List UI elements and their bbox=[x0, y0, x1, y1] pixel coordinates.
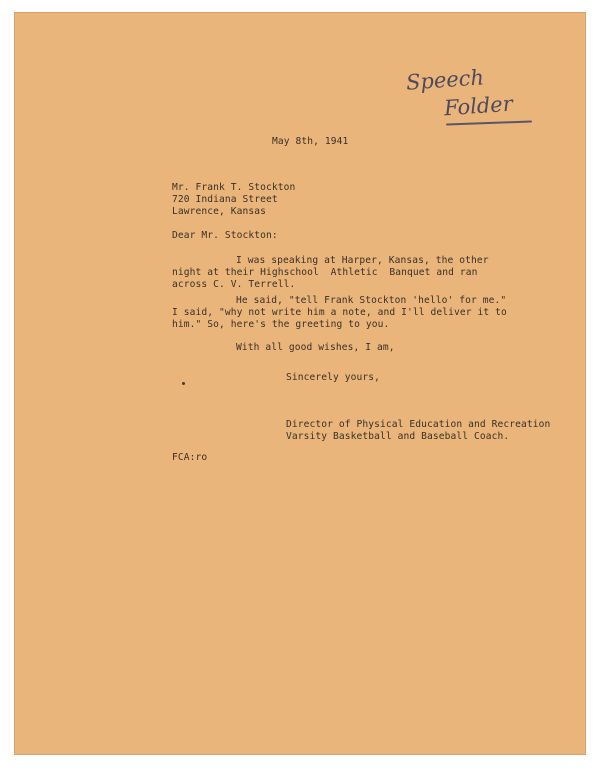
signature-title-line2: Varsity Basketball and Baseball Coach. bbox=[286, 431, 510, 442]
closing-line: With all good wishes, I am, bbox=[236, 342, 395, 353]
paragraph2-line2: I said, "why not write him a note, and I'll deliver it to bbox=[172, 307, 507, 318]
handwritten-note-line2: Folder bbox=[443, 91, 514, 121]
recipient-city: Lawrence, Kansas bbox=[172, 206, 267, 217]
paragraph1-line1: I was speaking at Harper, Kansas, the other bbox=[236, 255, 489, 266]
paragraph2-line1: He said, "tell Frank Stockton 'hello' for me." bbox=[236, 295, 507, 306]
reference-initials: FCA:ro bbox=[172, 452, 208, 463]
paragraph1-line2: night at their Highschool Athletic Banquet and ran bbox=[172, 267, 478, 278]
complimentary-close: Sincerely yours, bbox=[286, 372, 381, 383]
paragraph1-line3: across C. V. Terrell. bbox=[172, 279, 296, 290]
paragraph2-line3: him." So, here's the greeting to you. bbox=[172, 319, 390, 330]
signature-title-line1: Director of Physical Education and Recreation bbox=[286, 419, 551, 430]
recipient-name: Mr. Frank T. Stockton bbox=[172, 182, 296, 193]
salutation: Dear Mr. Stockton: bbox=[172, 230, 278, 241]
ink-dot bbox=[182, 382, 185, 385]
handwritten-underline bbox=[446, 120, 532, 125]
letter-date: May 8th, 1941 bbox=[272, 136, 349, 147]
handwritten-note-line1: Speech bbox=[405, 65, 485, 95]
recipient-street: 720 Indiana Street bbox=[172, 194, 278, 205]
letter-page bbox=[14, 12, 586, 755]
